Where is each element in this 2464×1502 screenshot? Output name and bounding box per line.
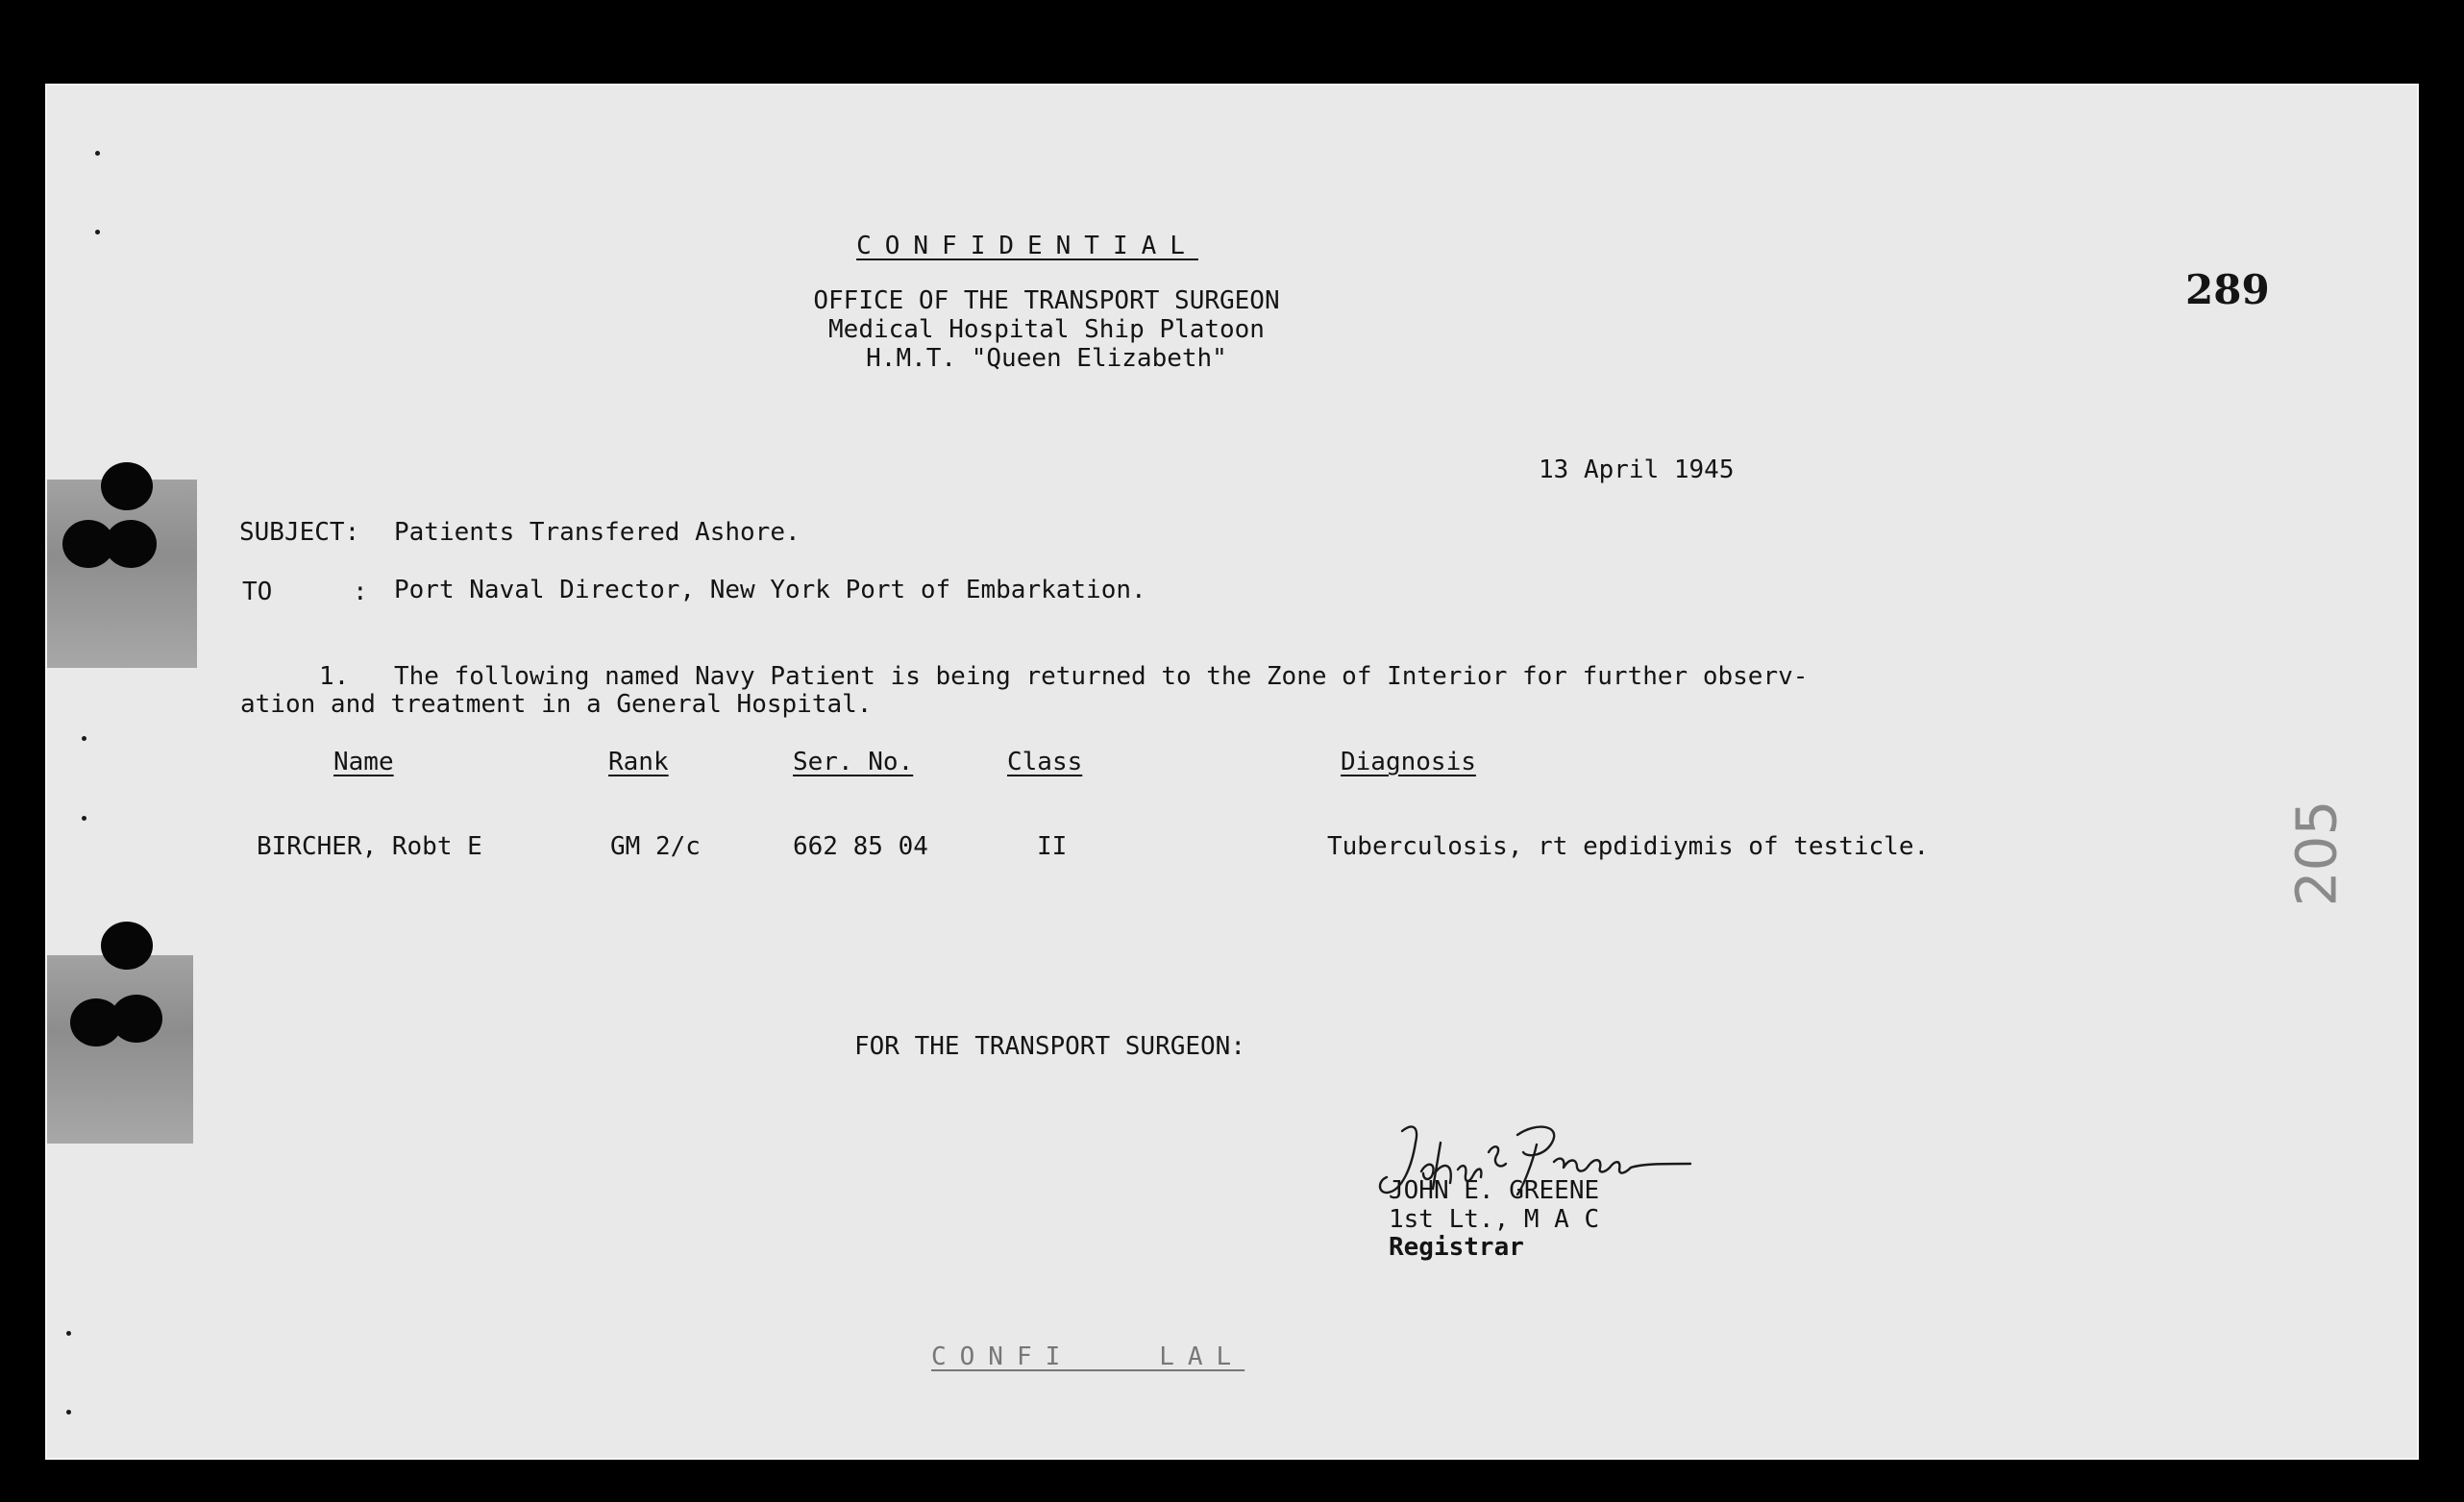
- classification-top: CONFIDENTIAL: [856, 232, 1198, 260]
- paragraph-number: 1.: [319, 662, 350, 691]
- speck: [82, 816, 86, 821]
- table-cell-ser-no: 662 85 04: [793, 832, 928, 861]
- table-cell-diagnosis: Tuberculosis, rt epdidiymis of testicle.: [1327, 832, 1930, 861]
- paragraph-line-2: ation and treatment in a General Hospital.: [240, 690, 873, 719]
- speck: [95, 230, 100, 234]
- table-cell-rank: GM 2/c: [610, 832, 701, 861]
- speck: [66, 1331, 71, 1336]
- to-value: Port Naval Director, New York Port of Embarkation.: [394, 576, 1146, 604]
- table-header-diagnosis: Diagnosis: [1341, 748, 1476, 776]
- header-office: OFFICE OF THE TRANSPORT SURGEON: [813, 286, 1280, 315]
- paragraph-line-1: The following named Navy Patient is being returned to the Zone of Interior for further observ-: [394, 662, 1809, 691]
- closing-line: FOR THE TRANSPORT SURGEON:: [854, 1032, 1245, 1061]
- tape-strip-bottom: [47, 955, 193, 1144]
- table-header-rank: Rank: [608, 748, 669, 776]
- table-header-name: Name: [333, 748, 394, 776]
- classification-bottom: CONFI LAL: [931, 1342, 1245, 1371]
- punch-hole: [111, 995, 162, 1043]
- signatory-name: JOHN E. GREENE: [1389, 1176, 1600, 1205]
- table-cell-class: II: [1037, 832, 1068, 861]
- table-header-class: Class: [1007, 748, 1083, 776]
- document-date: 13 April 1945: [1539, 456, 1735, 484]
- header-platoon: Medical Hospital Ship Platoon: [828, 315, 1265, 344]
- punch-hole: [101, 922, 153, 970]
- page-number: 289: [2185, 266, 2270, 313]
- speck: [95, 151, 100, 156]
- punch-hole: [101, 462, 153, 510]
- signatory-title: Registrar: [1389, 1233, 1524, 1262]
- punch-hole: [105, 520, 157, 568]
- speck: [82, 736, 86, 741]
- speck: [66, 1410, 71, 1415]
- subject-label: SUBJECT:: [239, 518, 360, 547]
- signatory-rank: 1st Lt., M A C: [1389, 1205, 1600, 1234]
- table-header-ser-no: Ser. No.: [793, 748, 914, 776]
- to-label: TO: [242, 578, 273, 606]
- subject-value: Patients Transfered Ashore.: [394, 518, 801, 547]
- table-cell-name: BIRCHER, Robt E: [257, 832, 482, 861]
- to-colon: :: [353, 578, 368, 606]
- header-ship: H.M.T. "Queen Elizabeth": [866, 344, 1227, 373]
- margin-note: 205: [2283, 800, 2350, 907]
- document-page: [45, 84, 2419, 1460]
